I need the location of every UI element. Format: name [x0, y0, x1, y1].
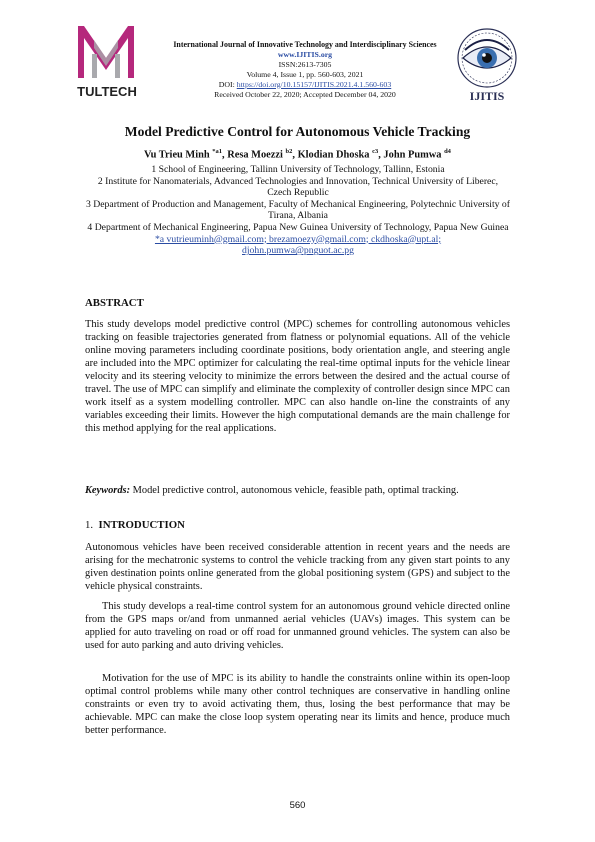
email-line-2[interactable]: djohn.pumwa@pnguot.ac.pg [242, 245, 354, 257]
tultech-logo [72, 24, 142, 106]
doi-label: DOI: [218, 79, 235, 89]
affiliations [86, 164, 510, 257]
journal-name: International Journal of Innovative Technology and Interdisciplinary Sciences [173, 40, 437, 49]
email-line-1[interactable]: *a vutrieuminh@gmail.com; brezamoezy@gmail.com; ckdhoska@upt.al; [154, 233, 442, 245]
intro-paragraph-3: Motivation for the use of MPC is its ability to handle the constraints online within its open-loop optimal control problems while many other control techniques are conservative in handling online constraints or even try to avoid activating them, thus, losing the best performance that may be achievable. MPC can make the close loop system operating near its limits and hence, produce much better performance. [85, 673, 510, 736]
affiliation-3: 3 Department of Production and Management, Faculty of Mechanical Engineering, Polytechnic University of Tirana, Albania [86, 198, 510, 222]
journal-info [140, 40, 470, 99]
intro-paragraph-2: This study develops a real-time control system for an autonomous ground vehicle directed online from the GPS maps or/and from unmanned aerial vehicles (UAVs) images. This system can be applied for auto traveling on road or off road for unmanned ground vehicles. The system can also be used for auto parking and auto driving vehicles. [85, 601, 510, 651]
keywords [85, 484, 510, 497]
volume-info: Volume 4, Issue 1, pp. 560-603, 2021 [246, 69, 364, 79]
abstract-heading: ABSTRACT [85, 297, 144, 309]
section-number: 1. [85, 519, 94, 531]
paper-title: Model Predictive Control for Autonomous Vehicle Tracking [124, 124, 471, 139]
section-title: INTRODUCTION [98, 519, 185, 531]
ijitis-logo [455, 24, 519, 104]
journal-website[interactable]: www.IJITIS.org [277, 49, 333, 59]
introduction-heading [85, 519, 185, 531]
affiliation-2: 2 Institute for Nanomaterials, Advanced Technologies and Innovation, Technical University of Liberec, Czech Republic [97, 175, 499, 199]
affiliation-1: 1 School of Engineering, Tallinn University of Technology, Tallinn, Estonia [151, 164, 445, 175]
author-line: Vu Trieu Minh $^{*a1}$, Resa Moezzi $^{b2}$, Klodian Dhoska $^{c3}$, John Pumwa $^{d4}$ [144, 148, 451, 161]
intro-paragraph-1: Autonomous vehicles have been received considerable attention in recent years and the needs are arising for the mechatronic systems to control the vehicle tracking from any given start points to any given destination points online generated from the global positioning system (GPS) and subject to the vehicle physical constraints. [85, 542, 510, 592]
abstract-text: This study develops model predictive control (MPC) schemes for controlling autonomous vehicles tracking on feasible trajectories generated from flatness or polynomial equations. All of the vehicle online moving parameters including coordinate positions, body orientation angle, and steering angle are included into the MPC optimizer for calculating the real-time optimal inputs for the vehicle linear velocity and its steering velocity to minimize the errors between the desired and the actual course of travel. The use of MPC can simplify and eliminate the complexity of controller design since MPC can work itself as a system modelling controller. MPC can also handle on-line the constraints of any variables exceeding their limits. However the high computational demands are the main challenge for this method applying for the real applications. [85, 319, 510, 434]
keywords-label: Keywords: [85, 485, 131, 496]
keywords-text: Model predictive control, autonomous vehicle, feasible path, optimal tracking. [130, 485, 459, 496]
journal-header [0, 14, 595, 106]
tultech-logo-text: TULTECH [77, 84, 137, 99]
issn: ISSN:2613-7305 [278, 59, 332, 69]
page-number: 560 [289, 800, 306, 811]
dates: Received October 22, 2020; Accepted December 04, 2020 [214, 89, 396, 99]
doi-link[interactable]: https://doi.org/10.15157/IJITIS.2021.4.1.560-603 [236, 79, 392, 89]
doi-line [140, 80, 470, 90]
affiliation-4: 4 Department of Mechanical Engineering, Papua New Guinea University of Technology, Papua New Guinea [87, 221, 509, 233]
ijitis-logo-text: IJITIS [469, 89, 505, 103]
